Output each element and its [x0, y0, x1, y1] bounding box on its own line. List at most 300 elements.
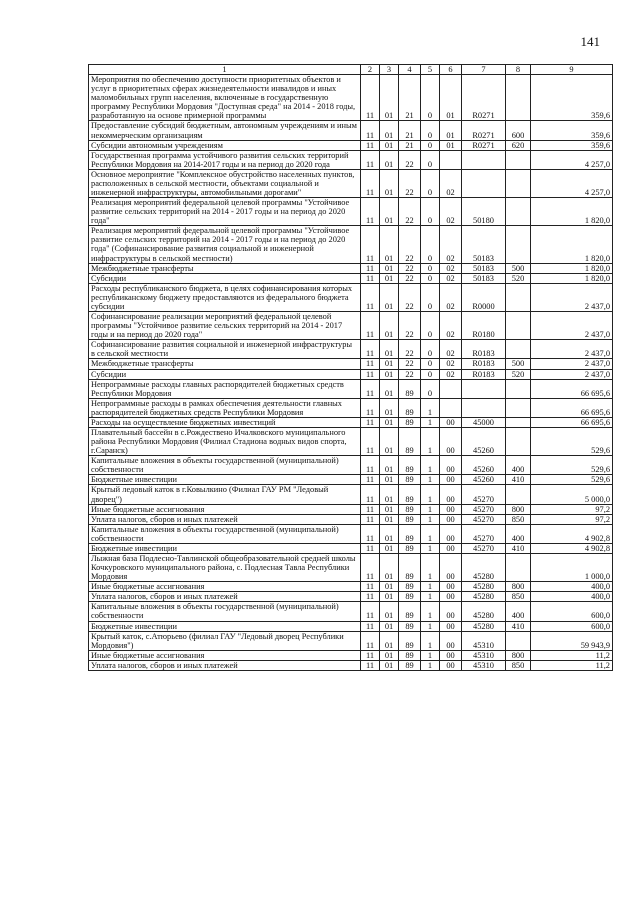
amount-cell: 4 257,0: [531, 150, 613, 169]
code-cell: 22: [399, 359, 421, 369]
table-row: [89, 650, 613, 660]
code-cell: 1: [421, 475, 440, 485]
code-cell: 21: [399, 75, 421, 121]
code-cell: 600: [506, 121, 531, 140]
row-name-cell: Непрограммные расходы в рамках обеспечения деятельности главных распорядителей бюджетных средств Республики Мордовия: [89, 398, 361, 417]
row-name-cell: Уплата налогов, сборов и иных платежей: [89, 660, 361, 670]
code-cell: [506, 198, 531, 226]
code-cell: 22: [399, 263, 421, 273]
code-cell: 01: [380, 475, 399, 485]
row-name-cell: Расходы на осуществление бюджетных инвестиций: [89, 417, 361, 427]
code-cell: 45280: [462, 582, 506, 592]
code-cell: 01: [380, 75, 399, 121]
code-cell: 1: [421, 427, 440, 455]
code-cell: 45280: [462, 592, 506, 602]
code-cell: 02: [440, 263, 462, 273]
code-cell: 00: [440, 417, 462, 427]
code-cell: 00: [440, 427, 462, 455]
amount-cell: 1 000,0: [531, 553, 613, 581]
code-cell: 89: [399, 660, 421, 670]
code-cell: 11: [361, 660, 380, 670]
row-name-cell: Иные бюджетные ассигнования: [89, 650, 361, 660]
code-cell: 22: [399, 150, 421, 169]
code-cell: 0: [421, 140, 440, 150]
row-name-cell: Бюджетные инвестиции: [89, 475, 361, 485]
code-cell: 22: [399, 312, 421, 340]
row-name-cell: Софинансирование реализации мероприятий федеральной целевой программы "Устойчивое развитие сельских территорий на 2014 - 2017 годы и на период до 2020 года": [89, 312, 361, 340]
code-cell: 00: [440, 524, 462, 543]
code-cell: 02: [440, 369, 462, 379]
code-cell: 800: [506, 650, 531, 660]
code-cell: 89: [399, 543, 421, 553]
code-cell: 1: [421, 602, 440, 621]
code-cell: 0: [421, 150, 440, 169]
code-cell: 01: [380, 543, 399, 553]
code-cell: 00: [440, 602, 462, 621]
row-name-cell: Субсидии: [89, 273, 361, 283]
amount-cell: 1 820,0: [531, 263, 613, 273]
code-cell: R0180: [462, 312, 506, 340]
code-cell: [506, 169, 531, 197]
table-row: [89, 312, 613, 340]
table-row: [89, 359, 613, 369]
row-name-cell: Бюджетные инвестиции: [89, 621, 361, 631]
code-cell: 89: [399, 417, 421, 427]
amount-cell: 529,6: [531, 456, 613, 475]
code-cell: 02: [440, 226, 462, 263]
row-name-cell: Уплата налогов, сборов и иных платежей: [89, 514, 361, 524]
amount-cell: 529,6: [531, 475, 613, 485]
code-cell: 01: [380, 631, 399, 650]
column-header: 2: [361, 65, 380, 75]
code-cell: 410: [506, 543, 531, 553]
code-cell: R0183: [462, 359, 506, 369]
amount-cell: 4 902,8: [531, 524, 613, 543]
amount-cell: 2 437,0: [531, 369, 613, 379]
table-row: [89, 514, 613, 524]
code-cell: 01: [440, 140, 462, 150]
code-cell: 410: [506, 621, 531, 631]
code-cell: R0000: [462, 283, 506, 311]
table-row: [89, 543, 613, 553]
code-cell: R0271: [462, 121, 506, 140]
code-cell: 45280: [462, 621, 506, 631]
code-cell: [506, 150, 531, 169]
code-cell: 01: [380, 359, 399, 369]
code-cell: 11: [361, 312, 380, 340]
code-cell: 11: [361, 263, 380, 273]
amount-cell: 2 437,0: [531, 312, 613, 340]
code-cell: 01: [380, 456, 399, 475]
code-cell: 0: [421, 121, 440, 140]
amount-cell: 5 000,0: [531, 485, 613, 504]
code-cell: 1: [421, 524, 440, 543]
table-row: [89, 485, 613, 504]
code-cell: 89: [399, 379, 421, 398]
row-name-cell: Софинансирование развития социальной и инженерной инфраструктуры в сельской местности: [89, 340, 361, 359]
code-cell: 21: [399, 121, 421, 140]
row-name-cell: Крытый ледовый каток в г.Ковылкино (Филиал ГАУ РМ "Ледовый дворец"): [89, 485, 361, 504]
code-cell: 02: [440, 273, 462, 283]
code-cell: 02: [440, 283, 462, 311]
code-cell: 11: [361, 631, 380, 650]
table-row: [89, 417, 613, 427]
code-cell: R0183: [462, 369, 506, 379]
code-cell: 01: [380, 312, 399, 340]
code-cell: 11: [361, 524, 380, 543]
code-cell: 00: [440, 553, 462, 581]
row-name-cell: Межбюджетные трансферты: [89, 263, 361, 273]
code-cell: 1: [421, 417, 440, 427]
code-cell: 02: [440, 169, 462, 197]
amount-cell: 1 820,0: [531, 198, 613, 226]
table-row: [89, 475, 613, 485]
code-cell: 11: [361, 553, 380, 581]
row-name-cell: Плавательный бассейн в с.Рождествено Ичалковского муниципального района Республики Мордовия (Филиал Стадиона водных видов спорта, г.Саранск): [89, 427, 361, 455]
code-cell: 500: [506, 263, 531, 273]
code-cell: 11: [361, 514, 380, 524]
code-cell: 45310: [462, 660, 506, 670]
code-cell: 00: [440, 650, 462, 660]
code-cell: 01: [380, 553, 399, 581]
code-cell: 45260: [462, 456, 506, 475]
code-cell: 0: [421, 273, 440, 283]
amount-cell: 66 695,6: [531, 379, 613, 398]
column-header: 4: [399, 65, 421, 75]
amount-cell: 1 820,0: [531, 273, 613, 283]
code-cell: 850: [506, 514, 531, 524]
amount-cell: 4 257,0: [531, 169, 613, 197]
code-cell: 01: [380, 524, 399, 543]
code-cell: 850: [506, 592, 531, 602]
code-cell: 00: [440, 504, 462, 514]
code-cell: 89: [399, 553, 421, 581]
code-cell: 02: [440, 312, 462, 340]
code-cell: 11: [361, 75, 380, 121]
amount-cell: 2 437,0: [531, 340, 613, 359]
row-name-cell: Бюджетные инвестиции: [89, 543, 361, 553]
code-cell: 01: [380, 169, 399, 197]
row-name-cell: Субсидии автономным учреждениям: [89, 140, 361, 150]
code-cell: 11: [361, 475, 380, 485]
code-cell: [440, 398, 462, 417]
code-cell: 01: [380, 592, 399, 602]
code-cell: 1: [421, 592, 440, 602]
code-cell: 89: [399, 631, 421, 650]
row-name-cell: Непрограммные расходы главных распорядителей бюджетных средств Республики Мордовия: [89, 379, 361, 398]
code-cell: 01: [380, 150, 399, 169]
code-cell: 11: [361, 456, 380, 475]
row-name-cell: Реализация мероприятий федеральной целевой программы "Устойчивое развитие сельских территорий на 2014 - 2017 годы и на период до 2020 года" (Софинансирование развития социальной и инженерной инфраструктуры в сельской местности): [89, 226, 361, 263]
code-cell: 45280: [462, 602, 506, 621]
code-cell: 11: [361, 283, 380, 311]
code-cell: 50180: [462, 198, 506, 226]
row-name-cell: Уплата налогов, сборов и иных платежей: [89, 592, 361, 602]
code-cell: 01: [380, 602, 399, 621]
table-row: [89, 602, 613, 621]
code-cell: 89: [399, 592, 421, 602]
amount-cell: 1 820,0: [531, 226, 613, 263]
code-cell: 400: [506, 524, 531, 543]
row-name-cell: Капитальные вложения в объекты государственной (муниципальной) собственности: [89, 602, 361, 621]
row-name-cell: Иные бюджетные ассигнования: [89, 504, 361, 514]
budget-table: [88, 64, 613, 671]
code-cell: 01: [380, 485, 399, 504]
code-cell: 11: [361, 398, 380, 417]
code-cell: 89: [399, 602, 421, 621]
code-cell: 11: [361, 543, 380, 553]
amount-cell: 600,0: [531, 602, 613, 621]
code-cell: 1: [421, 398, 440, 417]
code-cell: 45270: [462, 543, 506, 553]
code-cell: 0: [421, 198, 440, 226]
amount-cell: 11,2: [531, 660, 613, 670]
code-cell: 22: [399, 369, 421, 379]
table-row: [89, 660, 613, 670]
code-cell: 11: [361, 485, 380, 504]
code-cell: 01: [380, 283, 399, 311]
code-cell: 0: [421, 312, 440, 340]
table-row: [89, 456, 613, 475]
code-cell: 22: [399, 340, 421, 359]
code-cell: 00: [440, 621, 462, 631]
code-cell: [506, 427, 531, 455]
code-cell: 1: [421, 631, 440, 650]
code-cell: 89: [399, 456, 421, 475]
code-cell: 89: [399, 582, 421, 592]
table-row: [89, 140, 613, 150]
amount-cell: 359,6: [531, 121, 613, 140]
code-cell: 01: [380, 514, 399, 524]
code-cell: 11: [361, 379, 380, 398]
code-cell: 00: [440, 592, 462, 602]
code-cell: R0183: [462, 340, 506, 359]
code-cell: 89: [399, 475, 421, 485]
code-cell: 01: [380, 369, 399, 379]
code-cell: [506, 417, 531, 427]
code-cell: [462, 398, 506, 417]
code-cell: 02: [440, 340, 462, 359]
amount-cell: 359,6: [531, 140, 613, 150]
code-cell: 0: [421, 369, 440, 379]
code-cell: [506, 283, 531, 311]
code-cell: [462, 379, 506, 398]
table-row: [89, 592, 613, 602]
code-cell: 01: [380, 379, 399, 398]
amount-cell: 66 695,6: [531, 417, 613, 427]
code-cell: 89: [399, 650, 421, 660]
table-row: [89, 169, 613, 197]
code-cell: 00: [440, 631, 462, 650]
code-cell: 01: [380, 226, 399, 263]
code-cell: 620: [506, 140, 531, 150]
code-cell: 45270: [462, 485, 506, 504]
code-cell: 01: [380, 121, 399, 140]
code-cell: 01: [380, 660, 399, 670]
code-cell: 11: [361, 602, 380, 621]
code-cell: 850: [506, 660, 531, 670]
code-cell: 45310: [462, 650, 506, 660]
amount-cell: 59 943,9: [531, 631, 613, 650]
code-cell: 45000: [462, 417, 506, 427]
code-cell: 01: [380, 417, 399, 427]
code-cell: 0: [421, 283, 440, 311]
code-cell: 11: [361, 359, 380, 369]
code-cell: R0271: [462, 75, 506, 121]
row-name-cell: Субсидии: [89, 369, 361, 379]
code-cell: 11: [361, 340, 380, 359]
code-cell: [506, 631, 531, 650]
code-cell: 410: [506, 475, 531, 485]
table-row: [89, 553, 613, 581]
table-row: [89, 283, 613, 311]
code-cell: 11: [361, 621, 380, 631]
amount-cell: 97,2: [531, 504, 613, 514]
table-row: [89, 150, 613, 169]
code-cell: 01: [380, 427, 399, 455]
column-header: 5: [421, 65, 440, 75]
code-cell: 00: [440, 475, 462, 485]
code-cell: 11: [361, 273, 380, 283]
table-row: [89, 340, 613, 359]
code-cell: 520: [506, 273, 531, 283]
row-name-cell: Иные бюджетные ассигнования: [89, 582, 361, 592]
amount-cell: 97,2: [531, 514, 613, 524]
code-cell: 1: [421, 553, 440, 581]
column-header: 1: [89, 65, 361, 75]
code-cell: 22: [399, 283, 421, 311]
code-cell: 0: [421, 263, 440, 273]
table-row: [89, 226, 613, 263]
row-name-cell: Межбюджетные трансферты: [89, 359, 361, 369]
amount-cell: 600,0: [531, 621, 613, 631]
code-cell: [506, 398, 531, 417]
code-cell: 800: [506, 504, 531, 514]
code-cell: 45270: [462, 524, 506, 543]
table-row: [89, 621, 613, 631]
code-cell: 01: [380, 650, 399, 660]
column-header: 9: [531, 65, 613, 75]
table-row: [89, 379, 613, 398]
code-cell: 11: [361, 592, 380, 602]
code-cell: [506, 553, 531, 581]
table-header-row: [89, 65, 613, 75]
code-cell: [462, 169, 506, 197]
code-cell: 00: [440, 514, 462, 524]
code-cell: 11: [361, 121, 380, 140]
code-cell: 11: [361, 169, 380, 197]
code-cell: 1: [421, 650, 440, 660]
code-cell: 89: [399, 621, 421, 631]
code-cell: 89: [399, 485, 421, 504]
code-cell: [462, 150, 506, 169]
column-header: 6: [440, 65, 462, 75]
code-cell: 1: [421, 543, 440, 553]
code-cell: [506, 485, 531, 504]
code-cell: 800: [506, 582, 531, 592]
code-cell: 89: [399, 514, 421, 524]
code-cell: 0: [421, 169, 440, 197]
amount-cell: 529,6: [531, 427, 613, 455]
code-cell: [506, 226, 531, 263]
code-cell: 50183: [462, 226, 506, 263]
code-cell: 11: [361, 582, 380, 592]
code-cell: 45310: [462, 631, 506, 650]
column-header: 7: [462, 65, 506, 75]
code-cell: 45260: [462, 475, 506, 485]
code-cell: R0271: [462, 140, 506, 150]
code-cell: 89: [399, 398, 421, 417]
code-cell: 89: [399, 504, 421, 514]
code-cell: 11: [361, 417, 380, 427]
code-cell: 02: [440, 359, 462, 369]
amount-cell: 66 695,6: [531, 398, 613, 417]
table-row: [89, 524, 613, 543]
table-body: [89, 75, 613, 671]
code-cell: 1: [421, 504, 440, 514]
table-row: [89, 369, 613, 379]
code-cell: 00: [440, 456, 462, 475]
code-cell: 11: [361, 427, 380, 455]
code-cell: 0: [421, 75, 440, 121]
code-cell: 22: [399, 198, 421, 226]
code-cell: 02: [440, 198, 462, 226]
code-cell: 01: [380, 398, 399, 417]
table-row: [89, 121, 613, 140]
amount-cell: 11,2: [531, 650, 613, 660]
code-cell: 520: [506, 369, 531, 379]
code-cell: 00: [440, 660, 462, 670]
row-name-cell: Предоставление субсидий бюджетным, автономным учреждениям и иным некоммерческим организациям: [89, 121, 361, 140]
row-name-cell: Государственная программа устойчивого развития сельских территорий Республики Мордовия на 2014-2017 годы и на период до 2020 года: [89, 150, 361, 169]
code-cell: 1: [421, 621, 440, 631]
code-cell: 00: [440, 485, 462, 504]
code-cell: 21: [399, 140, 421, 150]
table-row: [89, 75, 613, 121]
table-row: [89, 398, 613, 417]
column-header: 3: [380, 65, 399, 75]
code-cell: 01: [440, 121, 462, 140]
table-row: [89, 198, 613, 226]
code-cell: [440, 150, 462, 169]
code-cell: 22: [399, 226, 421, 263]
row-name-cell: Крытый каток, с.Атюрьево (филиал ГАУ "Ледовый дворец Республики Мордовия"): [89, 631, 361, 650]
code-cell: [506, 340, 531, 359]
code-cell: 01: [380, 340, 399, 359]
code-cell: 1: [421, 582, 440, 592]
code-cell: 45260: [462, 427, 506, 455]
code-cell: 50183: [462, 273, 506, 283]
page-number: 141: [580, 34, 600, 49]
code-cell: 45270: [462, 504, 506, 514]
code-cell: 11: [361, 504, 380, 514]
amount-cell: 400,0: [531, 582, 613, 592]
code-cell: 01: [380, 273, 399, 283]
code-cell: [506, 312, 531, 340]
code-cell: 11: [361, 140, 380, 150]
row-name-cell: Капитальные вложения в объекты государственной (муниципальной) собственности: [89, 524, 361, 543]
table-row: [89, 582, 613, 592]
amount-cell: 400,0: [531, 592, 613, 602]
amount-cell: 4 902,8: [531, 543, 613, 553]
code-cell: 400: [506, 456, 531, 475]
row-name-cell: Мероприятия по обеспечению доступности приоритетных объектов и услуг в приоритетных сферах жизнедеятельности инвалидов и иных маломобильных групп населения, включенные в государственную программу Республики Мордовия "Доступная среда" на 2014 - 2018 годы, разработанную на основе примерной программы: [89, 75, 361, 121]
code-cell: 11: [361, 198, 380, 226]
row-name-cell: Капитальные вложения в объекты государственной (муниципальной) собственности: [89, 456, 361, 475]
code-cell: 01: [380, 621, 399, 631]
code-cell: 01: [440, 75, 462, 121]
code-cell: 1: [421, 514, 440, 524]
